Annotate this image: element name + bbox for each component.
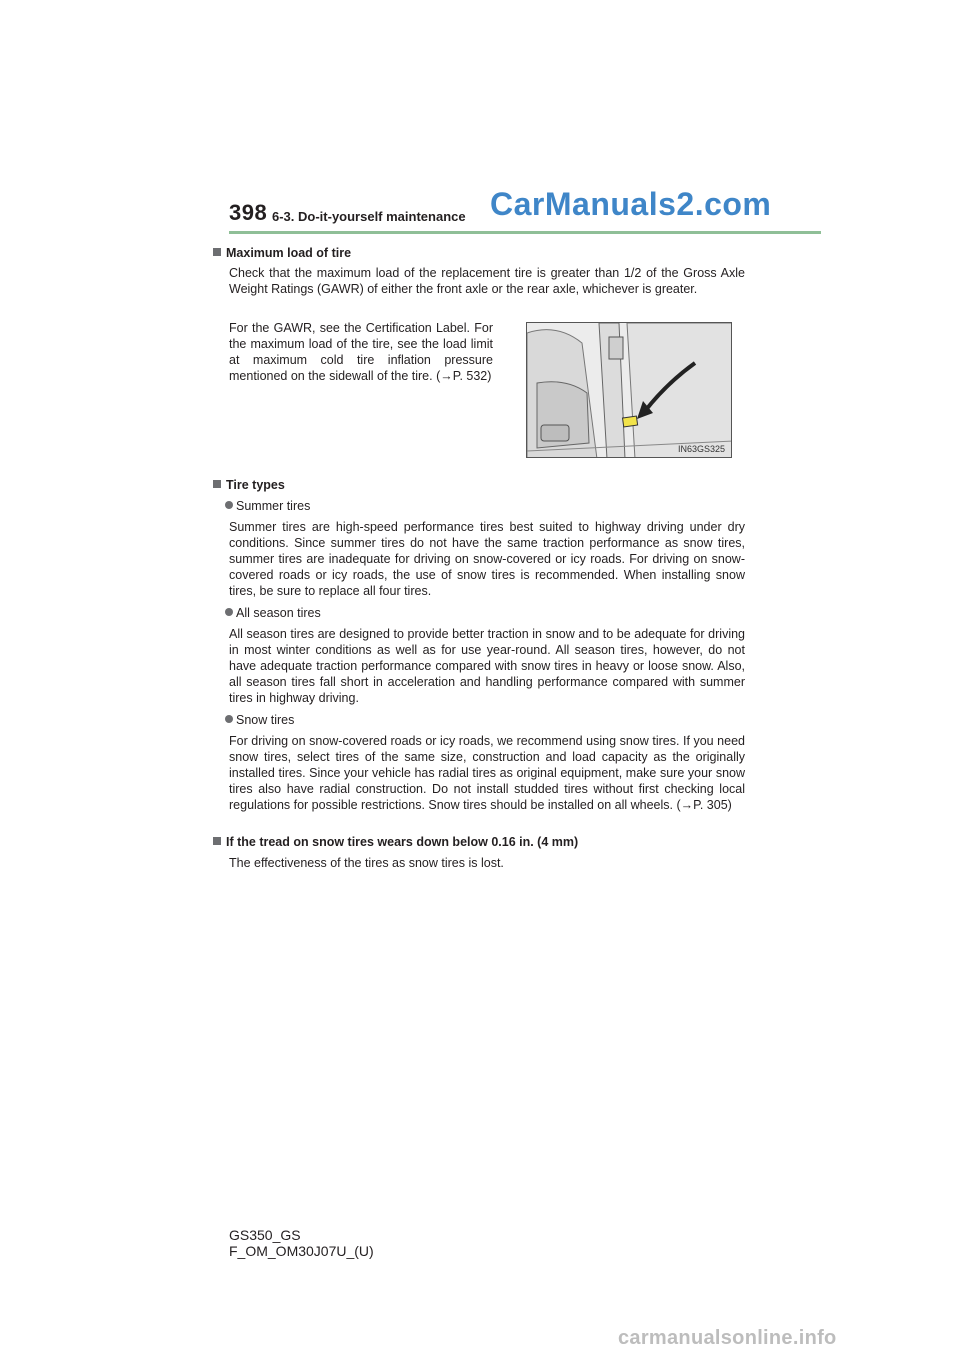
max-load-paragraph: Check that the maximum load of the replacement tire is greater than 1/2 of the Gross Axle Weight Ratings (GAWR) of either the front axle or the rear axle, whichever is greater.: [229, 266, 745, 296]
tread-section: [213, 834, 745, 871]
tread-heading: [213, 834, 745, 850]
footer-watermark: carmanualsonline.info: [618, 1327, 837, 1349]
summer-text: Summer tires are high-speed performance tires best suited to highway driving under dry conditions. Since summer tires do not have the same traction performance as snow tires, summer tires are inadequate for driving on snow-covered or icy roads. For driving on snow-covered roads or icy roads, the use of snow tires is recommended. When installing snow tires, be sure to replace all four tires.: [229, 520, 745, 598]
max-load-section: [213, 245, 745, 297]
snow-title: Snow tires: [236, 713, 295, 727]
list-item-all-season: [225, 605, 745, 621]
summer-title: Summer tires: [236, 499, 311, 513]
section-title: 6-3. Do-it-yourself maintenance: [272, 209, 466, 224]
square-bullet-icon: [213, 248, 221, 256]
circle-bullet-icon: [225, 501, 233, 509]
door-pillar-illustration: [527, 323, 732, 458]
figure-code: IN63GS325: [677, 444, 725, 454]
square-bullet-icon: [213, 837, 221, 845]
circle-bullet-icon: [225, 715, 233, 723]
tire-types-heading: [213, 477, 745, 493]
square-bullet-icon: [213, 480, 221, 488]
tire-types-section: [213, 477, 745, 813]
circle-bullet-icon: [225, 608, 233, 616]
gawr-note-paragraph: For the GAWR, see the Certification Label. For the maximum load of the tire, see the load limit at maximum cold tire inflation pressure mentioned on the sidewall of the tire. (→P. 532): [229, 321, 493, 383]
all-season-title: All season tires: [236, 606, 321, 620]
tire-types-heading-text: Tire types: [226, 478, 285, 492]
footer-code: GS350_GS F_OM_OM30J07U_(U): [229, 1227, 374, 1259]
header-rule: [229, 231, 821, 234]
watermark-logo: CarManuals2.com: [490, 186, 772, 222]
all-season-text: All season tires are designed to provide better traction in snow and to be adequate for driving in most winter conditions as well as for use year-round. All season tires, however, do not have adequate traction performance compared with snow tires in heavy or loose snow. Also, all season tires fall short in acceleration and handling performance compared with summer tires in highway driving.: [229, 627, 745, 705]
gawr-note-section: [213, 320, 493, 384]
tread-text: The effectiveness of the tires as snow tires is lost.: [229, 856, 504, 870]
page-number: 398: [229, 200, 268, 225]
max-load-heading: [213, 245, 745, 261]
certification-label-figure: [526, 322, 732, 458]
list-item-snow: [225, 712, 745, 728]
tread-heading-text: If the tread on snow tires wears down below 0.16 in. (4 mm): [226, 835, 579, 849]
list-item-summer: [225, 498, 745, 514]
snow-text: For driving on snow-covered roads or icy roads, we recommend using snow tires. If you need snow tires, select tires of the same size, construction and load capacity as the originally installed tires. Since your vehicle has radial tires as original equipment, make sure your snow tires also have radial construction. Do not install studded tires without first checking local regulations for possible restrictions. Snow tires should be installed on all wheels. (→P. 305): [229, 734, 745, 812]
max-load-heading-text: Maximum load of tire: [226, 246, 352, 260]
certification-label-highlight: [623, 416, 638, 427]
